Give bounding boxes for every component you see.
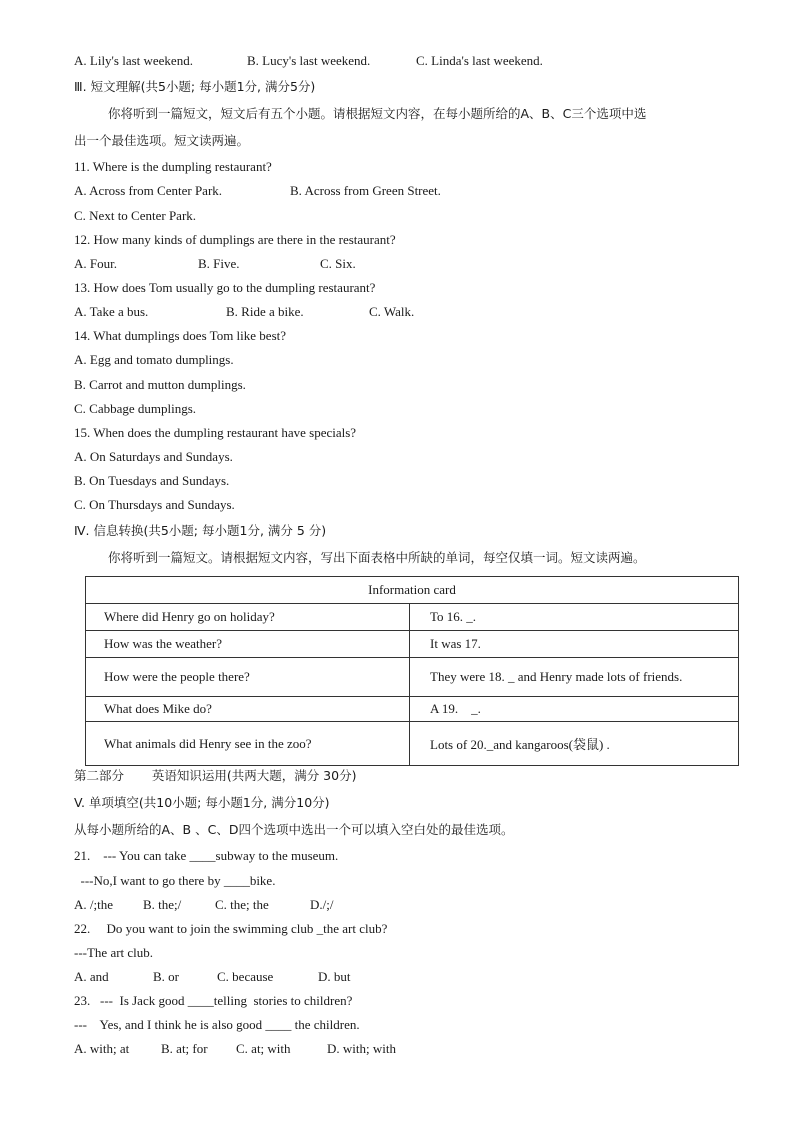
- table-question-17: How was the weather?: [86, 631, 410, 658]
- table-answer-20: Lots of 20._and kangaroos(袋鼠) .: [410, 722, 739, 766]
- information-card-header: Information card: [86, 577, 739, 604]
- q22-option-a: A. and: [74, 969, 109, 984]
- q22-option-b: B. or: [153, 969, 179, 984]
- table-question-19: What does Mike do?: [86, 697, 410, 722]
- q13-option-a: A. Take a bus.: [74, 304, 149, 319]
- q12-stem: 12. How many kinds of dumplings are there in the restaurant?: [74, 232, 396, 247]
- q22-option-c: C. because: [217, 969, 274, 984]
- section4-title: Ⅳ. 信息转换(共5小题; 每小题1分, 满分 5 分): [74, 523, 327, 538]
- q22-option-d: D. but: [318, 969, 351, 984]
- q21-line-2: ---No,I want to go there by ____bike.: [74, 873, 276, 888]
- section4-instruction: 你将听到一篇短文。请根据短文内容，写出下面表格中所缺的单词，每空仅填一词。短文读两遍。: [108, 550, 646, 565]
- q14-option-b: B. Carrot and mutton dumplings.: [74, 377, 246, 392]
- q23-option-b: B. at; for: [161, 1041, 208, 1056]
- q22-line-1: 22. Do you want to join the swimming club _the art club?: [74, 921, 388, 936]
- q13-option-c: C. Walk.: [369, 304, 415, 319]
- section3-instruction-1: 你将听到一篇短文，短文后有五个小题。请根据短文内容，在每小题所给的A、B、C三个选项中选: [108, 106, 647, 121]
- q15-option-b: B. On Tuesdays and Sundays.: [74, 473, 230, 488]
- q11-stem: 11. Where is the dumpling restaurant?: [74, 159, 272, 174]
- q11-option-b: B. Across from Green Street.: [290, 183, 441, 198]
- q21-line-1: 21. --- You can take ____subway to the museum.: [74, 848, 339, 863]
- q13-stem: 13. How does Tom usually go to the dumpling restaurant?: [74, 280, 376, 295]
- table-question-20: What animals did Henry see in the zoo?: [86, 722, 410, 766]
- q11-option-a: A. Across from Center Park.: [74, 183, 223, 198]
- q21-option-b: B. the;/: [143, 897, 182, 912]
- table-question-16: Where did Henry go on holiday?: [86, 604, 410, 631]
- section3-instruction-2: 出一个最佳选项。短文读两遍。: [74, 133, 250, 148]
- q12-option-c: C. Six.: [320, 256, 356, 271]
- q15-stem: 15. When does the dumpling restaurant have specials?: [74, 425, 357, 440]
- q23-option-a: A. with; at: [74, 1041, 130, 1056]
- q14-option-a: A. Egg and tomato dumplings.: [74, 352, 234, 367]
- q23-option-c: C. at; with: [236, 1041, 291, 1056]
- section3-title: Ⅲ. 短文理解(共5小题; 每小题1分, 满分5分): [74, 79, 316, 94]
- table-question-18: How were the people there?: [86, 658, 410, 697]
- q21-option-c: C. the; the: [215, 897, 269, 912]
- q14-option-c: C. Cabbage dumplings.: [74, 401, 197, 416]
- q15-option-a: A. On Saturdays and Sundays.: [74, 449, 233, 464]
- section5-title: V. 单项填空(共10小题; 每小题1分, 满分10分): [74, 795, 330, 810]
- table-answer-16: To 16. _.: [410, 604, 739, 631]
- q11-option-c: C. Next to Center Park.: [74, 208, 197, 223]
- q22-line-2: ---The art club.: [74, 945, 154, 960]
- q23-line-1: 23. --- Is Jack good ____telling stories to children?: [74, 993, 353, 1008]
- q10-option-b: B. Lucy's last weekend.: [247, 53, 371, 68]
- q10-option-c: C. Linda's last weekend.: [416, 53, 543, 68]
- q21-option-d: D./;/: [310, 897, 334, 912]
- table-answer-17: It was 17.: [410, 631, 739, 658]
- q10-option-a: A. Lily's last weekend.: [74, 53, 193, 68]
- part2-title: 第二部分 英语知识运用(共两大题，满分 30分): [74, 768, 357, 783]
- q23-option-d: D. with; with: [327, 1041, 396, 1056]
- q15-option-c: C. On Thursdays and Sundays.: [74, 497, 235, 512]
- table-answer-19: A 19. _.: [410, 697, 739, 722]
- q12-option-b: B. Five.: [198, 256, 240, 271]
- q14-stem: 14. What dumplings does Tom like best?: [74, 328, 287, 343]
- q13-option-b: B. Ride a bike.: [226, 304, 304, 319]
- table-answer-18: They were 18. _ and Henry made lots of friends.: [410, 658, 739, 697]
- information-card-table: [85, 576, 739, 766]
- section5-instruction: 从每小题所给的A、B 、C、D四个选项中选出一个可以填入空白处的最佳选项。: [74, 822, 514, 837]
- q23-line-2: --- Yes, and I think he is also good ____ the children.: [74, 1017, 360, 1032]
- q21-option-a: A. /;the: [74, 897, 113, 912]
- q12-option-a: A. Four.: [74, 256, 117, 271]
